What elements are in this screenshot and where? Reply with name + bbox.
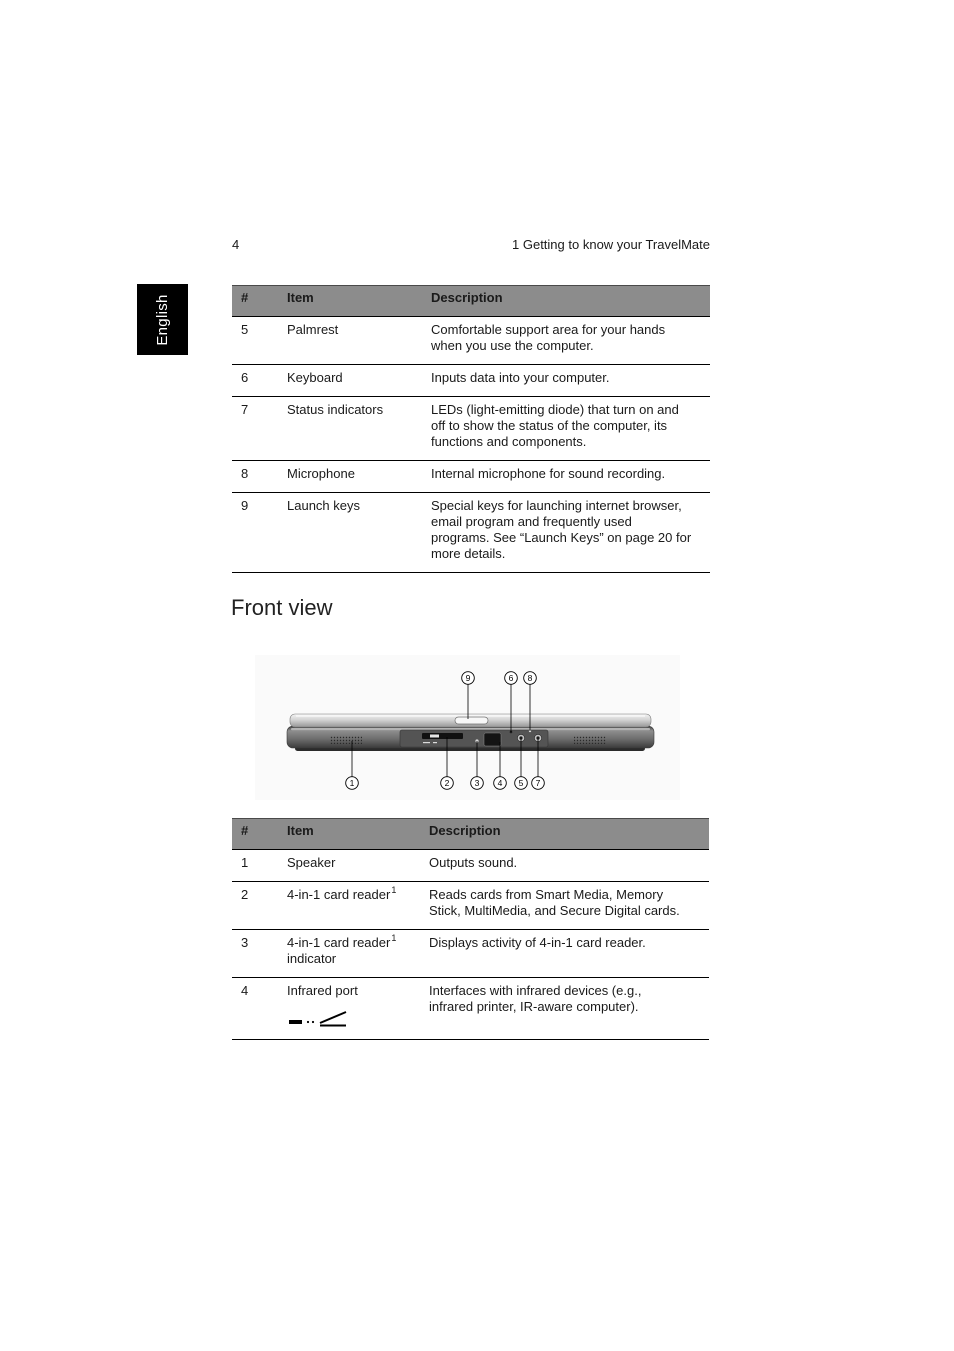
row-number: 6	[232, 365, 278, 397]
card-reader-marking	[423, 742, 430, 743]
top-view-items-table	[232, 285, 710, 573]
row-description	[422, 365, 710, 397]
item-label: Infrared port	[287, 983, 358, 998]
callout-number: 1	[349, 778, 355, 788]
description-line: infrared printer, IR-aware computer).	[429, 999, 639, 1014]
footnote-marker: 1	[391, 885, 397, 895]
row-number: 8	[232, 461, 278, 493]
description-line: Comfortable support area for your hands	[431, 322, 666, 337]
infrared-icon	[287, 1011, 347, 1029]
card-reader-slot	[422, 733, 463, 739]
front-view-items-table	[232, 818, 709, 1040]
table-header-row	[232, 285, 710, 317]
item-label-line	[287, 935, 411, 951]
item-label-continuation: indicator	[287, 951, 337, 966]
table-row	[232, 461, 710, 493]
description-line: Special keys for launching internet browser,	[431, 498, 682, 513]
left-speaker-grille	[330, 736, 362, 744]
item-label: 4-in-1 card reader	[287, 935, 391, 950]
row-number: 7	[232, 397, 278, 461]
description-line: Outputs sound.	[429, 855, 518, 870]
row-item: Speaker	[278, 850, 420, 882]
callout-number: 8	[527, 673, 533, 683]
row-item: Launch keys	[278, 493, 422, 573]
table-header-row	[232, 818, 709, 850]
language-tab-label: English	[153, 293, 171, 346]
column-header-number: #	[232, 285, 278, 317]
callout-number: 3	[474, 778, 480, 788]
description-line: programs. See “Launch Keys” on page 20 for	[431, 530, 692, 545]
row-item	[278, 882, 420, 930]
description-line: LEDs (light-emitting diode) that turn on and	[431, 402, 679, 417]
description-line: email program and frequently used	[431, 514, 632, 529]
callout-number: 4	[497, 778, 503, 788]
row-item: Microphone	[278, 461, 422, 493]
column-header-description: Description	[420, 818, 709, 850]
item-label: 4-in-1 card reader	[287, 887, 391, 902]
column-header-item: Item	[278, 818, 420, 850]
description-line: Inputs data into your computer.	[431, 370, 610, 385]
description-line: more details.	[431, 546, 506, 561]
callout-number: 6	[508, 673, 514, 683]
row-number: 9	[232, 493, 278, 573]
column-header-description: Description	[422, 285, 710, 317]
lid-latch	[455, 717, 488, 724]
row-item: Status indicators	[278, 397, 422, 461]
table-row	[232, 978, 709, 1040]
column-header-item: Item	[278, 285, 422, 317]
description-line: functions and components.	[431, 434, 587, 449]
callout-number: 7	[535, 778, 541, 788]
row-item	[278, 978, 420, 1040]
row-description	[420, 978, 709, 1040]
table-row	[232, 930, 709, 978]
row-description	[422, 461, 710, 493]
row-number: 5	[232, 317, 278, 365]
row-description	[420, 930, 709, 978]
description-line: when you use the computer.	[431, 338, 594, 353]
row-number: 4	[232, 978, 278, 1040]
laptop-illustration	[287, 714, 654, 751]
row-description	[420, 882, 709, 930]
callout-number: 2	[444, 778, 450, 788]
card-reader-label	[430, 735, 439, 738]
row-item	[278, 930, 420, 978]
table-row	[232, 317, 710, 365]
row-number: 3	[232, 930, 278, 978]
row-description	[422, 397, 710, 461]
table-row	[232, 850, 709, 882]
row-item: Palmrest	[278, 317, 422, 365]
callout-number: 9	[465, 673, 471, 683]
page-number: 4	[232, 237, 240, 252]
row-item: Keyboard	[278, 365, 422, 397]
right-speaker-grille	[574, 736, 606, 744]
infrared-port	[484, 733, 501, 746]
footnote-marker: 1	[391, 933, 397, 943]
table-row	[232, 493, 710, 573]
language-tab	[137, 284, 188, 355]
description-line: Stick, MultiMedia, and Secure Digital cards.	[429, 903, 680, 918]
row-description	[422, 317, 710, 365]
row-description	[422, 493, 710, 573]
section-heading: Front view	[231, 595, 333, 620]
row-number: 2	[232, 882, 278, 930]
running-header: 1 Getting to know your TravelMate	[512, 237, 710, 252]
table-row	[232, 397, 710, 461]
table-row	[232, 882, 709, 930]
column-header-number: #	[232, 818, 278, 850]
description-line: Reads cards from Smart Media, Memory	[429, 887, 664, 902]
card-reader-marking	[433, 742, 437, 743]
laptop-front-view-figure	[255, 655, 680, 800]
description-line: Displays activity of 4-in-1 card reader.	[429, 935, 646, 950]
description-line: Interfaces with infrared devices (e.g.,	[429, 983, 642, 998]
callout-number: 5	[518, 778, 524, 788]
table-row	[232, 365, 710, 397]
description-line: Internal microphone for sound recording.	[431, 466, 666, 481]
row-description	[420, 850, 709, 882]
row-number: 1	[232, 850, 278, 882]
description-line: off to show the status of the computer, its	[431, 418, 668, 433]
